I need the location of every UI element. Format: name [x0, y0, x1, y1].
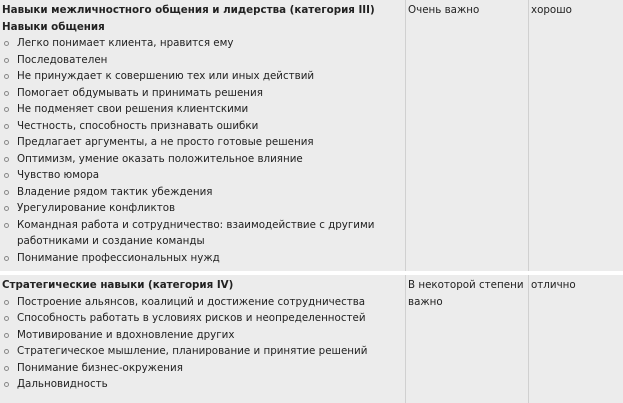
list-item-label: Предлагает аргументы, а не просто готовые решения — [17, 136, 314, 148]
importance-cell: В некоторой степени важно — [408, 279, 524, 308]
list-item-label: Стратегическое мышление, планирование и принятие решений — [17, 345, 368, 357]
list-item-label: Последователен — [17, 53, 108, 66]
circle-bullet-icon — [4, 349, 9, 354]
list-item — [2, 360, 402, 377]
circle-bullet-icon — [4, 140, 9, 145]
circle-bullet-icon — [4, 223, 9, 228]
list-item — [2, 35, 402, 52]
circle-bullet-icon — [4, 91, 9, 96]
skills-cell — [2, 277, 402, 393]
circle-bullet-icon — [4, 190, 9, 195]
circle-bullet-icon — [4, 74, 9, 79]
column-divider — [405, 0, 406, 271]
list-item — [2, 151, 402, 168]
list-item-label: Построение альянсов, коалиций и достижение сотрудничества — [17, 295, 366, 308]
list-item — [2, 85, 402, 102]
list-item — [2, 217, 402, 250]
circle-bullet-icon — [4, 300, 9, 305]
circle-bullet-icon — [4, 333, 9, 338]
category-title: Стратегические навыки (категория IV) — [2, 279, 234, 291]
table-row-category-4 — [0, 275, 623, 403]
list-item-label: Не принуждает к совершению тех или иных действий — [17, 70, 315, 82]
list-item — [2, 68, 402, 85]
column-divider — [528, 275, 529, 403]
list-item-label: Способность работать в условиях рисков и неопределенностей — [17, 312, 366, 324]
column-divider — [405, 275, 406, 403]
list-item-label: Урегулирование конфликтов — [17, 202, 176, 214]
list-item — [2, 294, 402, 311]
list-item-label: Оптимизм, умение оказать положительное влияние — [17, 152, 303, 165]
list-item — [2, 310, 402, 327]
list-item — [2, 184, 402, 201]
list-item — [2, 200, 402, 217]
list-item — [2, 343, 402, 360]
list-item-label: Честность, способность признавать ошибки — [17, 119, 259, 132]
list-item-label: Владение рядом тактик убеждения — [17, 185, 213, 198]
list-item-label: Не подменяет свои решения клиентскими — [17, 103, 249, 115]
rating-cell: хорошо — [531, 4, 572, 16]
list-item-label: Командная работа и сотрудничество: взаимодействие с другими работниками и создание команды — [17, 218, 375, 247]
importance-cell: Очень важно — [408, 4, 480, 16]
list-item-label: Мотивирование и вдохновление других — [17, 328, 235, 341]
list-item — [2, 376, 402, 393]
list-item — [2, 118, 402, 135]
circle-bullet-icon — [4, 107, 9, 112]
list-item-label: Легко понимает клиента, нравится ему — [17, 37, 234, 49]
circle-bullet-icon — [4, 157, 9, 162]
circle-bullet-icon — [4, 256, 9, 261]
circle-bullet-icon — [4, 206, 9, 211]
skills-cell — [2, 2, 402, 266]
list-item — [2, 167, 402, 184]
circle-bullet-icon — [4, 41, 9, 46]
list-item — [2, 101, 402, 118]
column-divider — [528, 0, 529, 271]
circle-bullet-icon — [4, 173, 9, 178]
rating-cell: отлично — [531, 279, 576, 291]
list-item-label: Понимание профессиональных нужд — [17, 251, 220, 264]
list-item — [2, 134, 402, 151]
skills-list — [2, 294, 402, 393]
list-item — [2, 52, 402, 69]
circle-bullet-icon — [4, 366, 9, 371]
list-item-label: Чувство юмора — [17, 169, 100, 181]
list-item-label: Помогает обдумывать и принимать решения — [17, 86, 263, 99]
list-item-label: Понимание бизнес-окружения — [17, 361, 183, 374]
circle-bullet-icon — [4, 58, 9, 63]
list-item — [2, 327, 402, 344]
list-item-label: Дальновидность — [17, 378, 108, 390]
list-item — [2, 250, 402, 267]
circle-bullet-icon — [4, 382, 9, 387]
category-title: Навыки межличностного общения и лидерства (категория III) Навыки общения — [2, 4, 375, 33]
circle-bullet-icon — [4, 316, 9, 321]
skills-list — [2, 35, 402, 266]
circle-bullet-icon — [4, 124, 9, 129]
